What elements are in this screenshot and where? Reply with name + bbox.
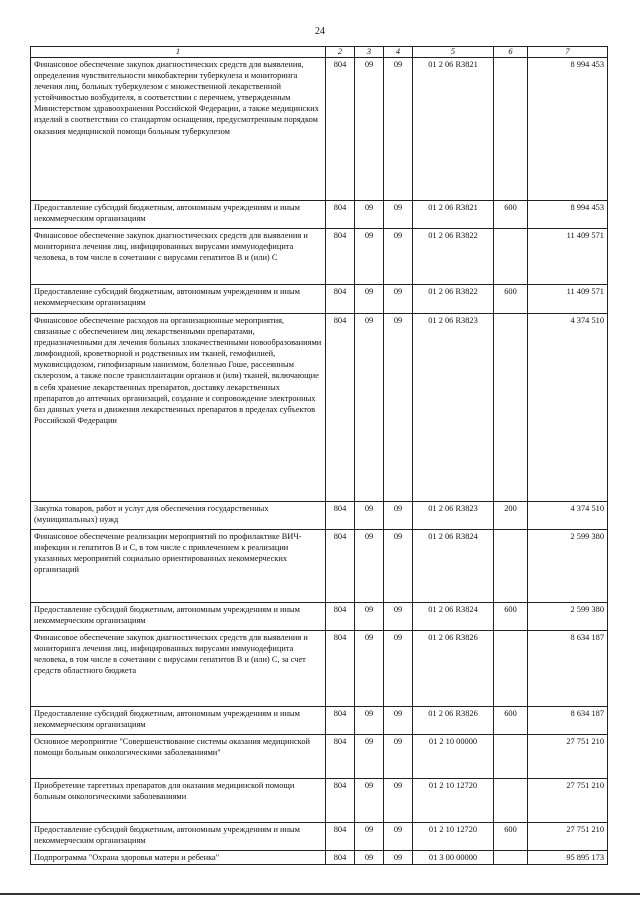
row-amount: 2 599 380 bbox=[528, 603, 608, 631]
row-section-code: 09 bbox=[355, 707, 384, 735]
row-target-code: 01 2 06 R3821 bbox=[413, 58, 494, 201]
row-amount: 4 374 510 bbox=[528, 314, 608, 502]
row-expense-type: 200 bbox=[494, 502, 528, 530]
row-target-code: 01 2 06 R3823 bbox=[413, 314, 494, 502]
row-subsection-code: 09 bbox=[384, 285, 413, 314]
page-number: 24 bbox=[315, 26, 325, 37]
row-target-code: 01 2 06 R3822 bbox=[413, 285, 494, 314]
row-name: Предоставление субсидий бюджетным, автономным учреждениям и иным некоммерческим организациям bbox=[31, 285, 326, 314]
row-ministry-code: 804 bbox=[326, 229, 355, 285]
row-section-code: 09 bbox=[355, 603, 384, 631]
row-amount: 8 634 187 bbox=[528, 707, 608, 735]
row-target-code: 01 2 10 12720 bbox=[413, 823, 494, 851]
row-subsection-code: 09 bbox=[384, 530, 413, 603]
row-name: Предоставление субсидий бюджетным, автономным учреждениям и иным некоммерческим организациям bbox=[31, 707, 326, 735]
row-expense-type bbox=[494, 851, 528, 865]
row-target-code: 01 2 10 00000 bbox=[413, 735, 494, 779]
row-name: Подпрограмма "Охрана здоровья матери и ребенка" bbox=[31, 851, 326, 865]
row-subsection-code: 09 bbox=[384, 201, 413, 229]
row-subsection-code: 09 bbox=[384, 603, 413, 631]
row-target-code: 01 2 06 R3826 bbox=[413, 631, 494, 707]
table-row bbox=[31, 58, 608, 201]
row-target-code: 01 2 06 R3821 bbox=[413, 201, 494, 229]
header-cell: 3 bbox=[355, 47, 384, 58]
row-subsection-code: 09 bbox=[384, 58, 413, 201]
row-expense-type: 600 bbox=[494, 285, 528, 314]
table-row bbox=[31, 603, 608, 631]
row-section-code: 09 bbox=[355, 631, 384, 707]
row-amount: 27 751 210 bbox=[528, 823, 608, 851]
row-subsection-code: 09 bbox=[384, 851, 413, 865]
row-name: Закупка товаров, работ и услуг для обеспечения государственных (муниципальных) нужд bbox=[31, 502, 326, 530]
table-header-row bbox=[31, 47, 608, 58]
row-ministry-code: 804 bbox=[326, 823, 355, 851]
row-name: Приобретение таргетных препаратов для оказания медицинской помощи больным онкологическими заболеваниями bbox=[31, 779, 326, 823]
table-row bbox=[31, 779, 608, 823]
row-name: Основное мероприятие "Совершенствование системы оказания медицинской помощи больным онкологическими заболеваниями" bbox=[31, 735, 326, 779]
table-row bbox=[31, 314, 608, 502]
row-name: Предоставление субсидий бюджетным, автономным учреждениям и иным некоммерческим организациям bbox=[31, 201, 326, 229]
table-row bbox=[31, 530, 608, 603]
row-subsection-code: 09 bbox=[384, 502, 413, 530]
row-ministry-code: 804 bbox=[326, 603, 355, 631]
row-subsection-code: 09 bbox=[384, 229, 413, 285]
row-subsection-code: 09 bbox=[384, 735, 413, 779]
row-ministry-code: 804 bbox=[326, 631, 355, 707]
row-amount: 8 994 453 bbox=[528, 58, 608, 201]
table-row bbox=[31, 285, 608, 314]
row-target-code: 01 2 06 R3824 bbox=[413, 530, 494, 603]
table-row bbox=[31, 631, 608, 707]
row-ministry-code: 804 bbox=[326, 779, 355, 823]
row-expense-type: 600 bbox=[494, 823, 528, 851]
row-name: Финансовое обеспечение закупок диагностических средств для выявления и мониторинга лечения лиц, инфицированных вирусами иммунодефицита человека, в том числе в сочетании с вирусами гепатитов В и (или) С, за счет средств областного бюджета bbox=[31, 631, 326, 707]
row-target-code: 01 2 06 R3823 bbox=[413, 502, 494, 530]
row-amount: 8 634 187 bbox=[528, 631, 608, 707]
row-ministry-code: 804 bbox=[326, 851, 355, 865]
row-amount: 2 599 380 bbox=[528, 530, 608, 603]
row-ministry-code: 804 bbox=[326, 502, 355, 530]
row-section-code: 09 bbox=[355, 201, 384, 229]
row-expense-type bbox=[494, 779, 528, 823]
row-section-code: 09 bbox=[355, 823, 384, 851]
row-name: Предоставление субсидий бюджетным, автономным учреждениям и иным некоммерческим организациям bbox=[31, 823, 326, 851]
row-amount: 27 751 210 bbox=[528, 779, 608, 823]
table-row bbox=[31, 201, 608, 229]
header-cell: 7 bbox=[528, 47, 608, 58]
row-expense-type bbox=[494, 631, 528, 707]
header-cell: 4 bbox=[384, 47, 413, 58]
row-section-code: 09 bbox=[355, 779, 384, 823]
table-row bbox=[31, 229, 608, 285]
budget-table bbox=[30, 46, 608, 865]
row-name: Финансовое обеспечение закупок диагностических средств для выявления, определения чувствительности микобактерии туберкулеза и мониторинга лечения лиц, больных туберкулезом с множественной лекарственной устойчивостью возбудителя, в соответствии с перечнем, утвержденным Министерством здравоохранения Российской Федерации, а также медицинских изделий в соответствии со стандартом оснащения, предусмотренным порядком оказания медицинской помощи больным туберкулезом bbox=[31, 58, 326, 201]
row-name: Предоставление субсидий бюджетным, автономным учреждениям и иным некоммерческим организациям bbox=[31, 603, 326, 631]
row-section-code: 09 bbox=[355, 285, 384, 314]
row-expense-type bbox=[494, 530, 528, 603]
row-ministry-code: 804 bbox=[326, 201, 355, 229]
row-expense-type: 600 bbox=[494, 603, 528, 631]
row-amount: 4 374 510 bbox=[528, 502, 608, 530]
row-amount: 11 409 571 bbox=[528, 229, 608, 285]
row-subsection-code: 09 bbox=[384, 631, 413, 707]
table-row bbox=[31, 735, 608, 779]
row-ministry-code: 804 bbox=[326, 314, 355, 502]
row-target-code: 01 3 00 00000 bbox=[413, 851, 494, 865]
table-row bbox=[31, 502, 608, 530]
row-ministry-code: 804 bbox=[326, 58, 355, 201]
table-row bbox=[31, 707, 608, 735]
row-ministry-code: 804 bbox=[326, 735, 355, 779]
row-section-code: 09 bbox=[355, 58, 384, 201]
row-name: Финансовое обеспечение реализации мероприятий по профилактике ВИЧ-инфекции и гепатитов В и С, в том числе с привлечением к реализации указанных мероприятий социально ориентированных некоммерческих организаций bbox=[31, 530, 326, 603]
row-amount: 11 409 571 bbox=[528, 285, 608, 314]
header-cell: 1 bbox=[31, 47, 326, 58]
row-target-code: 01 2 06 R3824 bbox=[413, 603, 494, 631]
row-subsection-code: 09 bbox=[384, 314, 413, 502]
row-ministry-code: 804 bbox=[326, 285, 355, 314]
row-section-code: 09 bbox=[355, 851, 384, 865]
row-expense-type bbox=[494, 229, 528, 285]
row-expense-type bbox=[494, 735, 528, 779]
row-name: Финансовое обеспечение расходов на организационные мероприятия, связанные с обеспечением лиц лекарственными препаратами, предназначенными для лечения больных злокачественными новообразованиями лимфоидной, кроветворной и родственных им тканей, гемофилией, муковисцидозом, гипофизарным нанизмом, болезнью Гоше, рассеянным склерозом, а также после трансплантации органов и (или) тканей, включающие в себя хранение лекарственных препаратов, доставку лекарственных препаратов до аптечных организаций, создание и сопровождение электронных баз данных учета и движения лекарственных препаратов в пределах субъектов Российской Федерации bbox=[31, 314, 326, 502]
row-amount: 8 994 453 bbox=[528, 201, 608, 229]
row-expense-type bbox=[494, 314, 528, 502]
row-ministry-code: 804 bbox=[326, 707, 355, 735]
row-amount: 27 751 210 bbox=[528, 735, 608, 779]
row-expense-type: 600 bbox=[494, 707, 528, 735]
row-subsection-code: 09 bbox=[384, 823, 413, 851]
row-expense-type: 600 bbox=[494, 201, 528, 229]
row-target-code: 01 2 10 12720 bbox=[413, 779, 494, 823]
row-amount: 95 895 173 bbox=[528, 851, 608, 865]
table-row bbox=[31, 823, 608, 851]
header-cell: 6 bbox=[494, 47, 528, 58]
row-section-code: 09 bbox=[355, 502, 384, 530]
row-subsection-code: 09 bbox=[384, 707, 413, 735]
row-section-code: 09 bbox=[355, 530, 384, 603]
table-row bbox=[31, 851, 608, 865]
row-section-code: 09 bbox=[355, 314, 384, 502]
row-expense-type bbox=[494, 58, 528, 201]
row-subsection-code: 09 bbox=[384, 779, 413, 823]
row-target-code: 01 2 06 R3826 bbox=[413, 707, 494, 735]
page-bottom-rule bbox=[0, 893, 640, 895]
row-name: Финансовое обеспечение закупок диагностических средств для выявления и мониторинга лечения лиц, инфицированных вирусами иммунодефицита человека, в том числе в сочетании с вирусами гепатитов В и (или) С bbox=[31, 229, 326, 285]
row-section-code: 09 bbox=[355, 735, 384, 779]
row-target-code: 01 2 06 R3822 bbox=[413, 229, 494, 285]
row-section-code: 09 bbox=[355, 229, 384, 285]
header-cell: 5 bbox=[413, 47, 494, 58]
row-ministry-code: 804 bbox=[326, 530, 355, 603]
header-cell: 2 bbox=[326, 47, 355, 58]
